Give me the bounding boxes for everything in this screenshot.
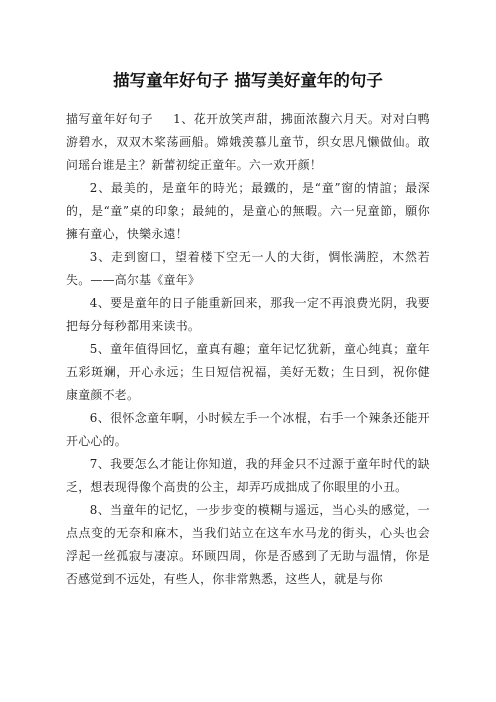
paragraph-6: 6、很怀念童年啊，小时候左手一个冰棍，右手一个辣条还能开开心心的。 [66,411,430,448]
paragraph-3: 3、走到窗口，望着楼下空无一人的大街，惆怅满腔，木然若失。——高尔基《童年》 [66,250,430,287]
paragraph-1-text: 1、花开放笑声甜，拂面浓馥六月天。对对白鸭游碧水，双双木桨荡画船。嫦娥羡慕儿童节，织女思凡懒做仙。敢问瑶台谁是主？新蕾初绽正童年。六一欢开颜！ [66,112,430,172]
paragraph-4: 4、要是童年的日子能重新回来，那我一定不再浪费光阴，我要把每分每秒都用来读书。 [66,296,430,333]
paragraph-2: 2、最美的，是童年的時光；最鐵的，是“童”窗的情誼；最深的，是“童”桌的印象；最純的，是童心的無暇。六一兒童節，願你擁有童心，快樂永遠！ [66,181,430,241]
paragraph-8: 8、当童年的记忆，一步步变的模糊与遥远，当心头的感觉，一点点变的无奈和麻木，当我们站立在这车水马龙的街头，心头也会浮起一丝孤寂与凄凉。环顾四周，你是否感到了无助与温情，你是否感觉到不远处，有些人，你非常熟悉，这些人，就是与你 [66,503,430,586]
paragraph-5: 5、童年值得回忆，童真有趣；童年记忆犹新，童心纯真；童年五彩斑斓，开心永远；生日短信祝福，美好无数；生日到，祝你健康童颜不老。 [66,342,430,402]
paragraph-1 [66,108,430,177]
paragraph-7: 7、我要怎么才能让你知道，我的拜金只不过源于童年时代的缺乏，想表现得像个高贵的公主，却弄巧成拙成了你眼里的小丑。 [66,457,430,494]
intro-label: 描写童年好句子 [66,112,154,126]
document-title: 描写童年好句子 描写美好童年的句子 [113,71,383,90]
